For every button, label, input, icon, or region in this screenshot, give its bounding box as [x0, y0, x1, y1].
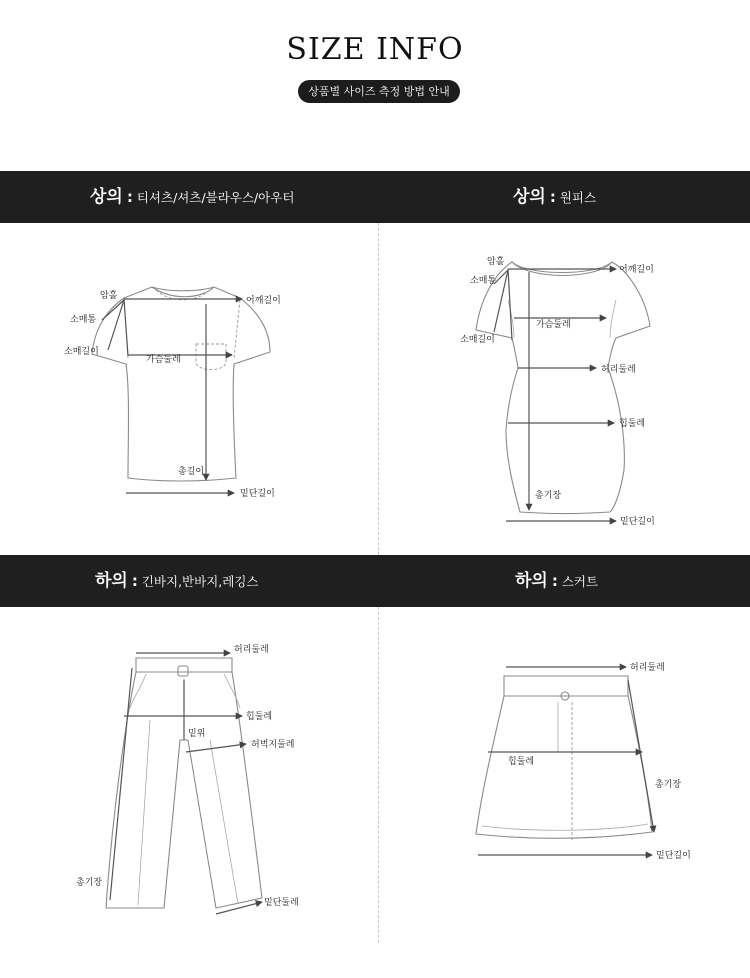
- page-title: SIZE INFO: [286, 32, 464, 67]
- pants-thigh-arrow: [186, 744, 246, 752]
- label-shoulder: 어깨길이: [246, 296, 281, 306]
- category-label: 상의: [90, 187, 123, 207]
- label-waist: 허리둘레: [234, 645, 269, 655]
- items-label: 원피스: [559, 190, 597, 205]
- pants-hem-arrow: [216, 902, 262, 914]
- pants-crease-right: [210, 740, 238, 904]
- skirt-fly: [558, 702, 572, 752]
- pants-total-length-line: [110, 668, 132, 900]
- pants-button: [178, 666, 188, 676]
- label-waist: 허리둘레: [630, 663, 665, 673]
- category-label: 하의: [95, 571, 128, 591]
- skirt-total-length-arrow: [628, 680, 654, 832]
- items-label: 스커트: [561, 574, 599, 589]
- onepiece-sleeve-length-line: [494, 270, 508, 332]
- label-total-length: 총기장: [76, 878, 103, 888]
- label-waist: 허리둘레: [601, 365, 636, 375]
- pants-pocket-right: [224, 674, 240, 708]
- tshirt-collar-stitch: [156, 290, 210, 300]
- items-label: 긴바지,반바지,레깅스: [141, 574, 259, 589]
- onepiece-armhole-right: [610, 300, 616, 338]
- label-chest: 가슴둘레: [536, 320, 571, 330]
- tshirt-diagram: [92, 287, 270, 493]
- items-label: 티셔츠/셔츠/블라우스/아우터: [136, 190, 295, 205]
- label-hem: 밑단길이: [240, 489, 275, 499]
- tshirt-collar: [152, 287, 214, 291]
- pants-diagram: [106, 653, 262, 914]
- label-hip: 힙둘레: [246, 712, 273, 722]
- label-hem: 밑단길이: [620, 517, 655, 527]
- label-hip: 힙둘레: [619, 419, 646, 429]
- label-total-length: 총기장: [655, 780, 682, 790]
- onepiece-diagram: [476, 262, 650, 521]
- label-total-length: 총기장: [535, 491, 562, 501]
- onepiece-armhole-line: [508, 269, 512, 340]
- skirt-diagram: [476, 667, 654, 855]
- separator: :: [551, 572, 558, 590]
- label-sleeve-length: 소매길이: [460, 335, 495, 345]
- label-shoulder: 어깨길이: [619, 265, 654, 275]
- label-total-length: 총길이: [178, 467, 205, 477]
- label-hem: 밑단둘레: [264, 898, 299, 908]
- label-hem: 밑단길이: [656, 851, 691, 861]
- label-armhole: 암홀: [100, 291, 118, 301]
- label-thigh: 허벅지둘레: [251, 740, 295, 750]
- label-rise: 밑위: [188, 729, 206, 739]
- skirt-hem-stitch: [482, 824, 648, 830]
- label-sleeve-width: 소매통: [70, 315, 97, 325]
- separator: :: [131, 572, 138, 590]
- label-sleeve-width: 소매통: [470, 276, 497, 286]
- label-sleeve-length: 소매길이: [64, 347, 99, 357]
- armhole-line: [124, 299, 128, 356]
- category-label: 상의: [513, 187, 546, 207]
- subtitle-badge: 상품별 사이즈 측정 방법 안내: [298, 80, 460, 103]
- label-armhole: 암홀: [487, 257, 505, 267]
- onepiece-outline: [476, 262, 650, 514]
- category-label: 하의: [515, 571, 548, 591]
- label-hip: 힙둘레: [508, 757, 535, 767]
- tshirt-pocket: [196, 344, 226, 370]
- tshirt-armhole-seam-right: [234, 300, 240, 358]
- separator: :: [126, 188, 133, 206]
- separator: :: [549, 188, 556, 206]
- pants-crease-left: [138, 720, 150, 905]
- label-chest: 가슴둘레: [146, 355, 181, 365]
